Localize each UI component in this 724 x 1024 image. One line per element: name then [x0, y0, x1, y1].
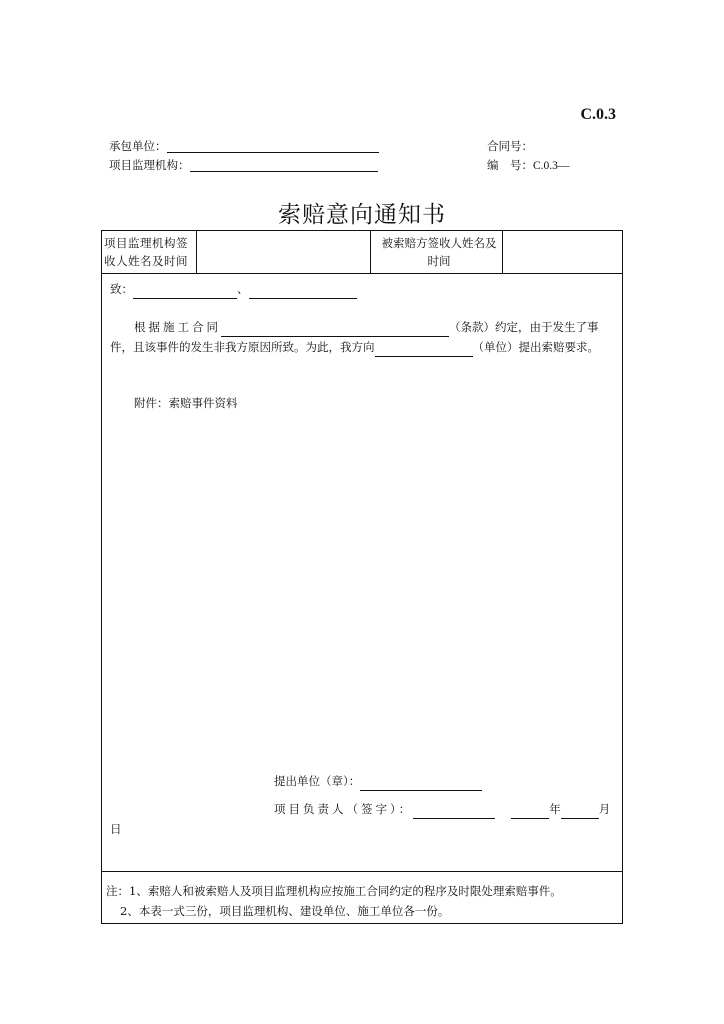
- leader-row: [274, 799, 610, 819]
- claim-text-c: （单位）提出索赔要求。: [472, 340, 599, 354]
- addressee-field-2[interactable]: [249, 287, 357, 299]
- note-line-2: 2、本表一式三份，项目监理机构、建设单位、施工单位各一份。: [120, 904, 450, 918]
- day-label: 日: [110, 822, 122, 836]
- divider: [370, 231, 371, 273]
- notice-form: [101, 230, 623, 924]
- unit-field[interactable]: [375, 345, 473, 357]
- year-field[interactable]: [511, 807, 549, 819]
- note-line-1: 注：1、索赔人和被索赔人及项目监理机构应按施工合同约定的程序及时限处理索赔事件。: [106, 884, 562, 898]
- submitter-field[interactable]: [360, 779, 482, 791]
- addressee-row: [110, 279, 357, 299]
- year-label: 年: [549, 802, 561, 816]
- row-divider: [102, 273, 622, 274]
- supervisor-row: [109, 158, 378, 172]
- leader-label: 项目负责人（签字）：: [274, 802, 414, 816]
- addressee-separator: 、: [237, 282, 249, 296]
- month-field[interactable]: [561, 807, 599, 819]
- to-label: 致：: [110, 282, 133, 296]
- claim-paragraph: [110, 317, 618, 357]
- supervisor-signee-header: 项目监理机构签收人姓名及时间: [104, 236, 188, 268]
- claim-text-a: 根据施工合同: [134, 320, 221, 334]
- submitter-row: [274, 771, 482, 791]
- supervisor-label: 项目监理机构：: [109, 158, 190, 172]
- notes-divider: [102, 871, 622, 872]
- claimee-signee-cell[interactable]: [503, 231, 622, 273]
- leader-field[interactable]: [413, 807, 495, 819]
- contractor-row: [109, 139, 379, 153]
- supervisor-field[interactable]: [190, 160, 378, 172]
- attachment-note: 附件：索赔事件资料: [134, 396, 238, 410]
- contractor-label: 承包单位：: [109, 139, 167, 153]
- claimee-signee-header: 被索赔方签收人姓名及时间: [381, 236, 497, 268]
- serial-value: C.0.3—: [533, 160, 570, 172]
- submitter-label: 提出单位（章）：: [274, 774, 361, 788]
- addressee-field-1[interactable]: [133, 287, 237, 299]
- contractor-field[interactable]: [167, 141, 379, 153]
- contract-no-label: 合同号：: [487, 139, 533, 153]
- claim-text-b: （条款）约定，由于发生了事件，且该事件的发生非我方原因所致。为此，我方向: [110, 320, 599, 354]
- serial-label: 编 号：: [487, 158, 533, 172]
- month-label: 月: [598, 802, 611, 816]
- contract-field[interactable]: [221, 325, 449, 337]
- page-title: 索赔意向通知书: [278, 202, 446, 228]
- serial-row: [487, 158, 569, 173]
- document-code: C.0.3: [580, 106, 616, 123]
- supervisor-signee-cell[interactable]: [197, 231, 370, 273]
